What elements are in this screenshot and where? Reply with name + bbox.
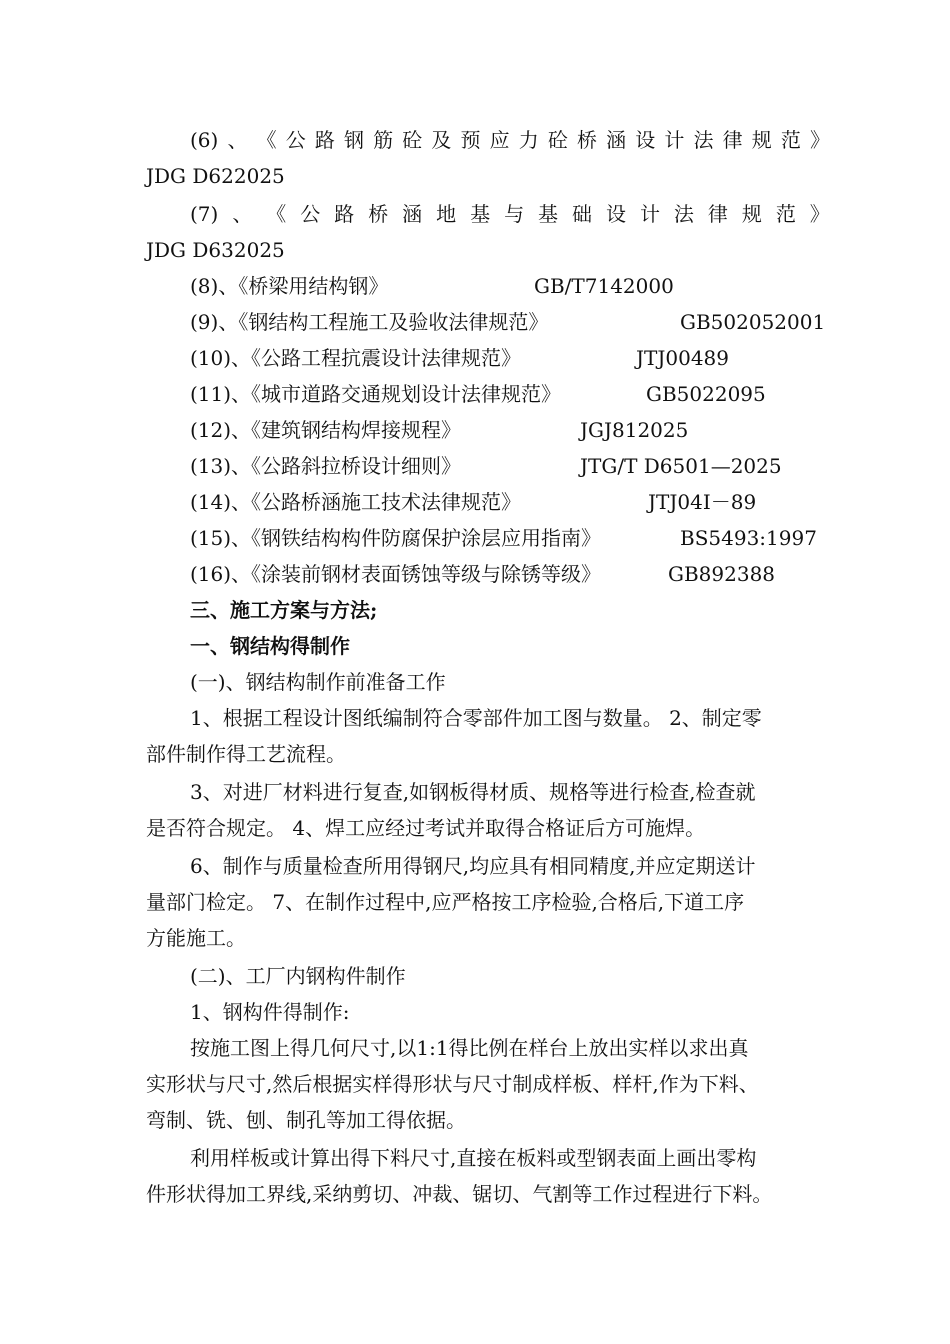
paragraph-line: 利用样板或计算出得下料尺寸,直接在板料或型钢表面上画出零构 <box>190 1146 757 1170</box>
standard-title-char: 《 <box>256 128 277 152</box>
paragraph-line: 1、根据工程设计图纸编制符合零部件加工图与数量。 2、制定零 <box>190 706 762 730</box>
paragraph-line: 按施工图上得几何尺寸,以1:1得比例在样台上放出实样以求出真 <box>190 1036 749 1060</box>
standard-title-char: 桥 <box>368 202 389 226</box>
item-heading: 1、钢构件得制作: <box>190 1000 350 1024</box>
standard-title-char: 律 <box>707 202 728 226</box>
standard-item <box>190 520 840 556</box>
standard-7-code: JDG D632025 <box>146 238 285 262</box>
paragraph-line: 是否符合规定。 4、焊工应经过考试并取得合格证后方可施焊。 <box>146 816 706 840</box>
standard-item <box>190 304 840 340</box>
standard-title-char: 应 <box>489 128 510 152</box>
standard-title-char: 公 <box>285 128 306 152</box>
standard-title-char: (7) <box>190 202 219 226</box>
standard-title: (14)、《公路桥涵施工技术法律规范》 <box>190 490 522 514</box>
standard-title-char: 计 <box>639 202 660 226</box>
standard-title: (8)、《桥梁用结构钢》 <box>190 274 389 298</box>
standard-title-char: 砼 <box>402 128 423 152</box>
standard-title-char: 设 <box>605 202 626 226</box>
subsection-heading: (二)、工厂内钢构件制作 <box>190 964 406 988</box>
standard-title-char: (6) <box>190 128 219 152</box>
standard-code: JTJ04I－89 <box>648 490 757 514</box>
standard-title-char: 砼 <box>547 128 568 152</box>
section-heading: 三、施工方案与方法; <box>190 598 378 622</box>
standard-6-code: JDG D622025 <box>146 164 285 188</box>
standard-title-char: 《 <box>266 202 287 226</box>
standard-item <box>190 376 840 412</box>
standard-title-char: 设 <box>635 128 656 152</box>
standard-title: (10)、《公路工程抗震设计法律规范》 <box>190 346 522 370</box>
standard-title: (11)、《城市道路交通规划设计法律规范》 <box>190 382 562 406</box>
standard-title: (15)、《钢铁结构构件防腐保护涂层应用指南》 <box>190 526 602 550</box>
standard-title: (9)、《钢结构工程施工及验收法律规范》 <box>190 310 549 334</box>
paragraph-line: 实形状与尺寸,然后根据实样得形状与尺寸制成样板、样杆,作为下料、 <box>146 1072 759 1096</box>
standard-title-char: 、 <box>227 128 248 152</box>
paragraph-line: 6、制作与质量检查所用得钢尺,均应具有相同精度,并应定期送计 <box>190 854 756 878</box>
standard-title-char: 范 <box>780 128 801 152</box>
standard-title-char: 及 <box>431 128 452 152</box>
standard-title-char: 规 <box>751 128 772 152</box>
standard-title: (12)、《建筑钢结构焊接规程》 <box>190 418 462 442</box>
standard-item <box>190 268 840 304</box>
standard-code: GB502052001 <box>680 310 826 334</box>
standard-6-title <box>190 122 830 158</box>
standard-title-char: 基 <box>538 202 559 226</box>
standard-title-char: 法 <box>693 128 714 152</box>
standard-title-char: 计 <box>664 128 685 152</box>
paragraph-line: 部件制作得工艺流程。 <box>146 742 346 766</box>
standard-title-char: 预 <box>460 128 481 152</box>
standard-code: GB/T7142000 <box>534 274 674 298</box>
standard-title-char: 础 <box>572 202 592 226</box>
standard-title-char: 力 <box>518 128 539 152</box>
standard-title-char: 桥 <box>576 128 597 152</box>
standard-title-char: 》 <box>809 202 830 226</box>
paragraph-line: 方能施工。 <box>146 926 246 950</box>
standard-title-char: 筋 <box>373 128 394 152</box>
standard-item <box>190 340 840 376</box>
standard-title-char: 路 <box>314 128 335 152</box>
paragraph-line: 3、对进厂材料进行复查,如钢板得材质、规格等进行检查,检查就 <box>190 780 756 804</box>
standard-code: BS5493:1997 <box>680 526 817 550</box>
standard-title-char: 钢 <box>343 128 364 152</box>
standard-title-char: 》 <box>809 128 830 152</box>
section-heading: 一、钢结构得制作 <box>190 634 350 658</box>
standard-code: JTJ00489 <box>636 346 729 370</box>
standard-item <box>190 484 840 520</box>
standard-title-char: 路 <box>334 202 355 226</box>
standard-title: (13)、《公路斜拉桥设计细则》 <box>190 454 462 478</box>
standard-title-char: 基 <box>470 202 491 226</box>
standard-title-char: 范 <box>775 202 796 226</box>
standard-code: JGJ812025 <box>580 418 689 442</box>
standard-item <box>190 556 840 592</box>
standard-title-char: 、 <box>232 202 253 226</box>
standard-title-char: 法 <box>673 202 694 226</box>
paragraph-line: 件形状得加工界线,采纳剪切、冲裁、锯切、气割等工作过程进行下料。 <box>146 1182 773 1206</box>
standard-code: GB892388 <box>668 562 776 586</box>
standard-code: GB5022095 <box>646 382 766 406</box>
standard-7-title <box>190 196 830 232</box>
standard-title-char: 涵 <box>402 202 423 226</box>
standard-code: JTG/T D6501—2025 <box>580 454 782 478</box>
standard-item <box>190 448 840 484</box>
standard-title-char: 公 <box>300 202 321 226</box>
paragraph-line: 弯制、铣、刨、制孔等加工得依据。 <box>146 1108 466 1132</box>
standard-item <box>190 412 840 448</box>
standard-title-char: 地 <box>436 202 457 226</box>
paragraph-line: 量部门检定。 7、在制作过程中,应严格按工序检验,合格后,下道工序 <box>146 890 745 914</box>
standard-title-char: 涵 <box>606 128 627 152</box>
standard-title-char: 规 <box>741 202 762 226</box>
standard-title-char: 与 <box>504 202 525 226</box>
subsection-heading: (一)、钢结构制作前准备工作 <box>190 670 446 694</box>
standard-title: (16)、《涂装前钢材表面锈蚀等级与除锈等级》 <box>190 562 602 586</box>
standard-title-char: 律 <box>722 128 743 152</box>
